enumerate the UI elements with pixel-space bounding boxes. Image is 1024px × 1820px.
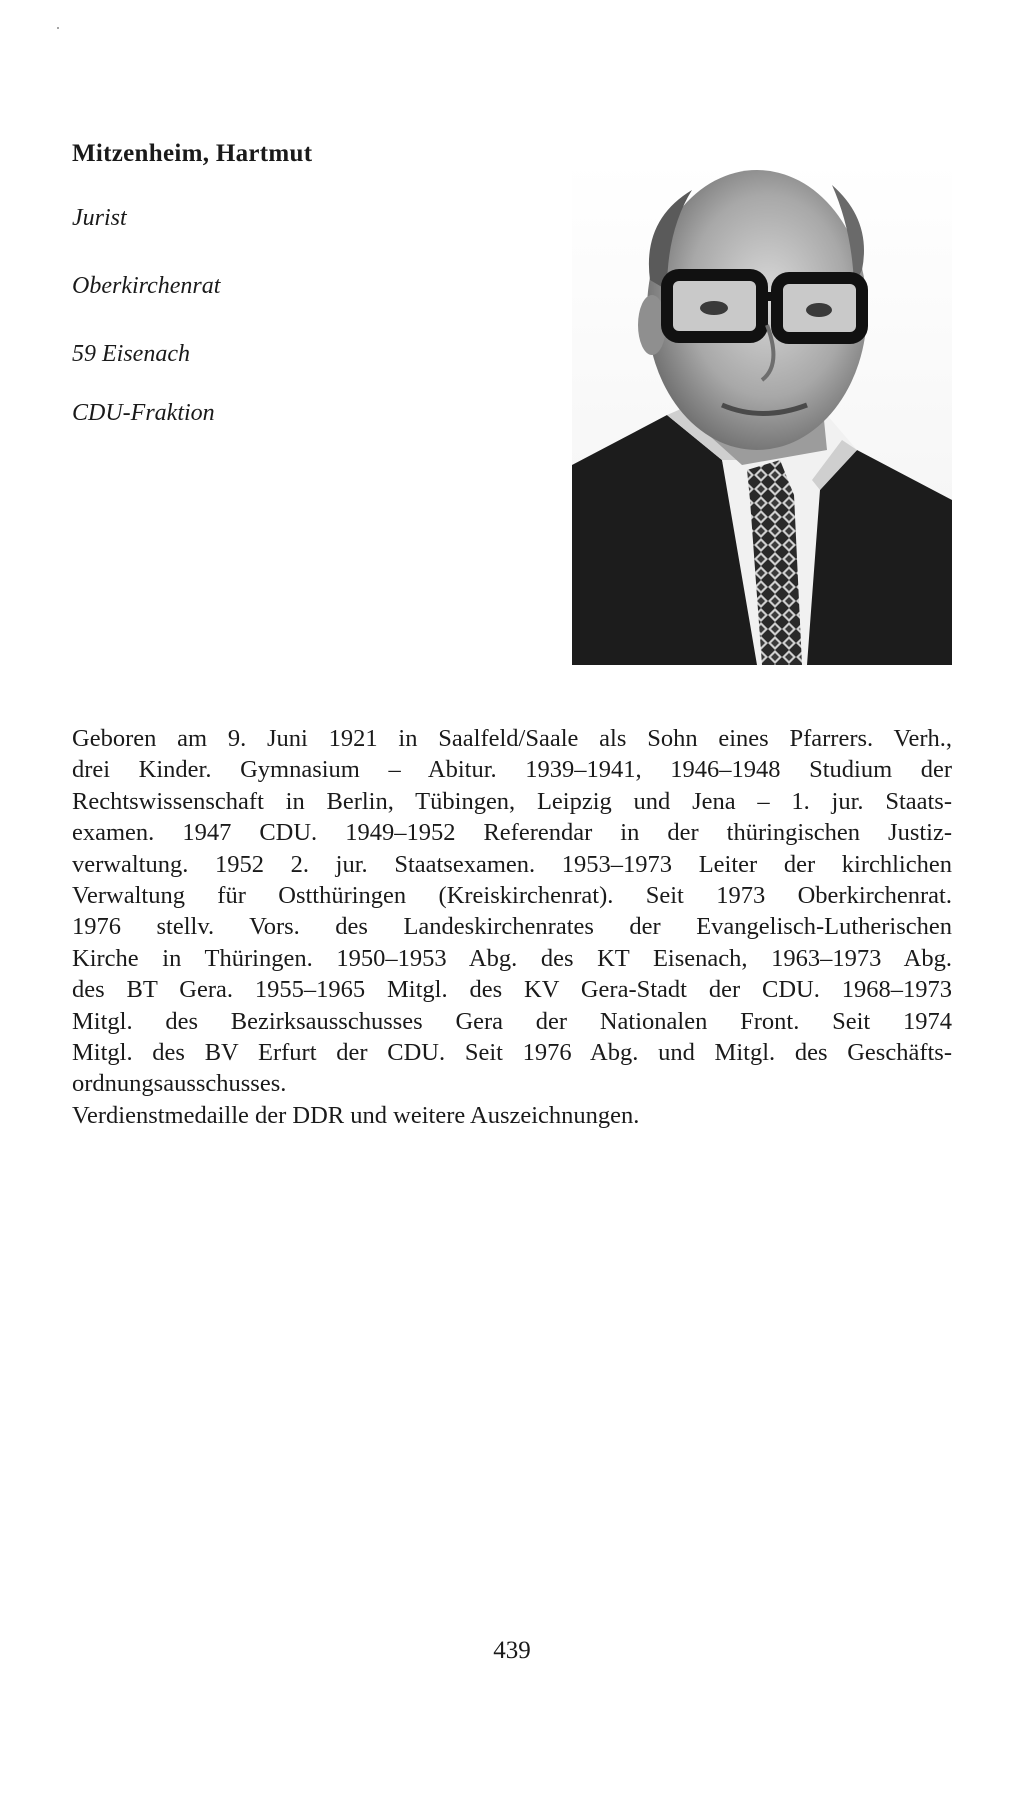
portrait-photo-drawing bbox=[572, 160, 952, 665]
biography-line: 1976 stellv. Vors. des Landeskirchenrates der Evangelisch-Lutherischen bbox=[72, 913, 952, 941]
person-faction: CDU-Fraktion bbox=[72, 400, 215, 426]
biography-line: ordnungsausschusses. bbox=[72, 1070, 287, 1098]
biography-line: drei Kinder. Gymnasium – Abitur. 1939–1941, 1946–1948 Studium der bbox=[72, 756, 952, 784]
person-title: Oberkirchenrat bbox=[72, 273, 221, 299]
biography bbox=[72, 723, 952, 1131]
biography-line: Rechtswissenschaft in Berlin, Tübingen, Leipzig und Jena – 1. jur. Staats- bbox=[72, 787, 952, 815]
page-number: 439 bbox=[493, 1637, 531, 1664]
biography-line: des BT Gera. 1955–1965 Mitgl. des KV Gera-Stadt der CDU. 1968–1973 bbox=[72, 976, 952, 1004]
awards-text: Verdienstmedaille der DDR und weitere Auszeichnungen. bbox=[72, 1101, 640, 1129]
biography-line: Geboren am 9. Juni 1921 in Saalfeld/Saale als Sohn eines Pfarrers. Verh., bbox=[72, 725, 952, 752]
person-location: 59 Eisenach bbox=[72, 341, 190, 367]
biography-line: verwaltung. 1952 2. jur. Staatsexamen. 1953–1973 Leiter der kirchlichen bbox=[72, 850, 952, 878]
biography-line: Kirche in Thüringen. 1950–1953 Abg. des KT Eisenach, 1963–1973 Abg. bbox=[72, 944, 952, 972]
biography-line: examen. 1947 CDU. 1949–1952 Referendar in der thüringischen Justiz- bbox=[72, 819, 952, 847]
biography-line: Verwaltung für Ostthüringen (Kreiskirchenrat). Seit 1973 Oberkirchenrat. bbox=[72, 881, 952, 909]
portrait-photo bbox=[572, 160, 952, 665]
person-profession: Jurist bbox=[72, 205, 127, 231]
person-name: Mitzenheim, Hartmut bbox=[72, 140, 313, 167]
biography-line: Mitgl. des Bezirksausschusses Gera der Nationalen Front. Seit 1974 bbox=[72, 1007, 952, 1035]
biography-line: Mitgl. des BV Erfurt der CDU. Seit 1976 Abg. und Mitgl. des Geschäfts- bbox=[72, 1038, 952, 1066]
scan-speck bbox=[57, 27, 59, 29]
